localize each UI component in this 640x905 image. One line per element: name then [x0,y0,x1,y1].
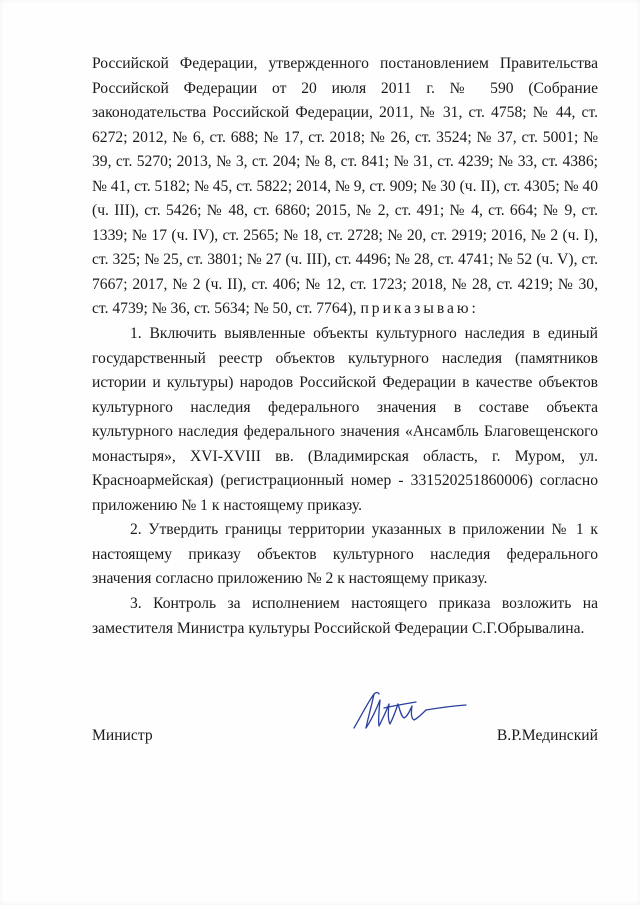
document-body [92,52,598,641]
paragraph-item-1: 1. Включить выявленные объекты культурного наследия в единый государственный реестр объектов культурного наследия (памятников истории и культуры) народов Российской Федерации в качестве объектов культурного наследия федерального значения в составе объекта культурного наследия федерального значения «Ансамбль Благовещенского монастыря», XVI-XVIII вв. (Владимирская область, г. Муром, ул. Красноармейская) (регистрационный номер - 331520251860006) согласно приложению № 1 к настоящему приказу. [92,325,598,514]
paragraph-item-2: 2. Утвердить границы территории указанных в приложении № 1 к настоящему приказу объектов культурного наследия федерального значения согласно приложению № 2 к настоящему приказу. [92,521,598,588]
paragraph-intro-text: Российской Федерации, утвержденного постановлением Правительства Российской Федерации от 20 июля 2011 г. № 590 (Собрание законодательства Российской Федерации, 2011, № 31, ст. 4758; № 44, ст. 6272; 2012, № 6, ст. 688; № 17, ст. 2018; № 26, ст. 3524; № 37, ст. 5001; № 39, ст. 5270; 2013, № 3, ст. 204; № 8, ст. 841; № 31, ст. 4239; № 33, ст. 4386; № 41, ст. 5182; № 45, ст. 5822; 2014, № 9, ст. 909; № 30 (ч. II), ст. 4305; № 40 (ч. III), ст. 5426; № 48, ст. 6860; 2015, № 2, ст. 491; № 4, ст. 664; № 9, ст. 1339; № 17 (ч. IV), ст. 2565; № 18, ст. 2728; № 20, ст. 2919; 2016, № 2 (ч. I), ст. 325; № 25, ст. 3801; № 27 (ч. III), ст. 4496; № 28, ст. 4741; № 52 (ч. V), ст. 7667; 2017, № 2 (ч. II), ст. 406; № 12, ст. 1723; 2018, № 28, ст. 4219; № 30, ст. 4739; № 36, ст. 5634; № 50, ст. 7764), [92,55,598,318]
order-word: приказываю: [360,300,479,318]
paragraph-intro [92,52,598,322]
signer-title: Министр [92,727,153,744]
paragraph-item-3: 3. Контроль за исполнением настоящего приказа возложить на заместителя Министра культуры Российской Федерации С.Г.Обрывалина. [92,595,598,637]
signature-row [92,724,598,748]
signer-name: В.Р.Мединский [496,727,598,744]
